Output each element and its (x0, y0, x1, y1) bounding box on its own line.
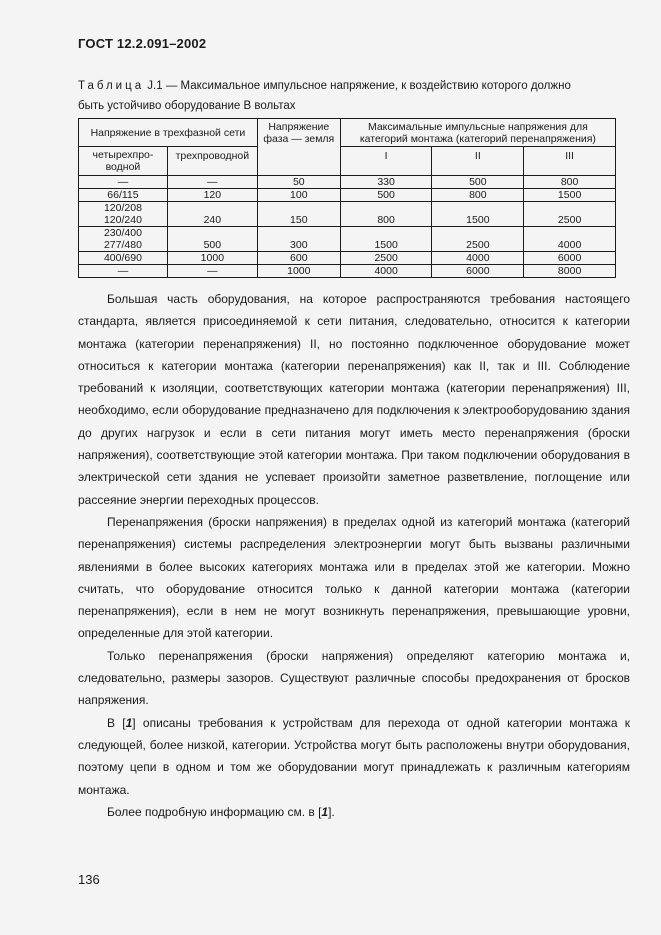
header-four-wire-line2: водной (105, 161, 141, 173)
cell-line: 230/400 (103, 227, 142, 239)
table-cell: 6000 (524, 252, 616, 265)
table-cell: 4000 (432, 252, 524, 265)
table-cell: 66/115 (79, 189, 168, 202)
table-cell: — (79, 265, 168, 278)
caption-label: Таблица (78, 80, 145, 92)
header-phase-earth-line2: фаза — земля (263, 133, 335, 145)
table-cell: 500 (340, 189, 432, 202)
header-category-2: II (432, 147, 524, 176)
table-cell: 50 (257, 176, 340, 189)
table-row (79, 202, 616, 227)
paragraph-2: Перенапряжения (броски напряжения) в пределах одной из категорий монтажа (категорий перенапряжения) системы распределения электроэнергии могут быть вызваны различными явлениями в более высоких категориях монтажа или в пределах этой же категории. Можно считать, что оборудование относится только к данной категории монтажа (категории перенапряжения), если в нем не могут возникнуть перенапряжения, превышающие уровни, определенные для этой категории. (78, 514, 630, 641)
table-cell: 500 (432, 176, 524, 189)
table-cell: 4000 (524, 227, 616, 252)
table-cell: 800 (340, 202, 432, 227)
paragraph-1: Большая часть оборудования, на которое распространяются требования настоящего стандарта, является присоединяемой к сети питания, следовательно, относится к категории монтажа (категории перенапряжения) II, но постоянно подключенное оборудование может относиться к категории монтажа (категории перенапряжения) как II, так и III. Соблюдение требований к изоляции, соответствующих категории монтажа (категории перенапряжения) III, необходимо, если оборудование предназначено для подключения к электрооборудованию здания до других нагрузок и если в сети питания могут иметь место перенапряжения (броски напряжения), соответствующие этой категории монтажа. При таком подключении оборудования в электрической сети здания не успевает произойти заметное разветвление, поглощение или рассеяние энергии переходных процессов. (78, 292, 630, 507)
header-max-line1: Максимальные импульсные напряжения для (367, 120, 588, 133)
table-cell: 4000 (340, 265, 432, 278)
cell-line: 120/208 (103, 202, 142, 214)
table-row (79, 227, 616, 252)
table-cell: 1500 (524, 189, 616, 202)
table-cell: 2500 (432, 227, 524, 252)
paragraph-3: Только перенапряжения (броски напряжения) определяют категорию монтажа и, следовательно, размеры зазоров. Существуют различные способы предохранения от бросков напряжения. (78, 648, 630, 708)
header-category-3: III (524, 147, 616, 176)
table-cell: 240 (167, 202, 257, 227)
paragraph-4-start: В [ (107, 715, 126, 730)
body-text (78, 288, 630, 823)
table-cell: — (167, 265, 257, 278)
table-cell: 120 (167, 189, 257, 202)
voltage-table (78, 118, 616, 278)
table-caption (78, 76, 638, 116)
header-category-1: I (340, 147, 432, 176)
caption-id: J.1 (147, 80, 163, 92)
paragraph-5-rest: ]. (328, 804, 335, 819)
table-cell: 2500 (340, 252, 432, 265)
table-cell: — (79, 176, 168, 189)
table-cell (79, 227, 168, 252)
table-cell: 300 (257, 227, 340, 252)
table-cell: 400/690 (79, 252, 168, 265)
table-row (79, 265, 616, 278)
table-cell: 1500 (432, 202, 524, 227)
table-cell (79, 202, 168, 227)
cell-line: 120/240 (103, 214, 142, 226)
table-cell: 150 (257, 202, 340, 227)
paragraph-4-rest: ] описаны требования к устройствам для перехода от одной категории монтажа к следующей, более низкой, категории. Устройства могут быть расположены внутри оборудования, поэтому цепи в одном и том же оборудовании могут принадлежать к различным категориям монтажа. (78, 715, 631, 797)
table-cell: 800 (432, 189, 524, 202)
header-three-phase: Напряжение в трехфазной сети (79, 119, 258, 147)
header-phase-earth-line1: Напряжение (268, 121, 330, 133)
header-max-voltage (340, 119, 615, 147)
header-phase-earth (257, 119, 340, 176)
table-cell: 8000 (524, 265, 616, 278)
caption-text-line2: быть устойчиво оборудование В вольтах (78, 100, 296, 112)
table-cell: 600 (257, 252, 340, 265)
reference-link[interactable]: 1 (125, 715, 133, 730)
paragraph-5-start: Более подробную информацию см. в [ (107, 804, 322, 819)
caption-text-line1: — Максимальное импульсное напряжение, к воздействию которого должно (165, 80, 571, 92)
table-cell: 1000 (257, 265, 340, 278)
table-row (79, 189, 616, 202)
table-row (79, 252, 616, 265)
table-cell: 1500 (340, 227, 432, 252)
table-cell: — (167, 176, 257, 189)
paragraph-4 (78, 712, 630, 801)
header-max-line2: категорий монтажа (категорий перенапряжения) (359, 132, 596, 145)
table-cell: 800 (524, 176, 616, 189)
table-cell: 500 (167, 227, 257, 252)
table-cell: 2500 (524, 202, 616, 227)
table-cell: 6000 (432, 265, 524, 278)
table-row (79, 176, 616, 189)
table-cell: 330 (340, 176, 432, 189)
table-cell: 1000 (167, 252, 257, 265)
cell-line: 277/480 (103, 239, 142, 251)
table-cell: 100 (257, 189, 340, 202)
header-three-wire: трехпроводной (167, 147, 257, 176)
header-four-wire (79, 147, 168, 176)
header-four-wire-line1: четырехпро- (92, 149, 154, 161)
page-number: 136 (78, 872, 100, 887)
document-header: ГОСТ 12.2.091–2002 (78, 36, 207, 51)
paragraph-5 (78, 801, 630, 823)
reference-link[interactable]: 1 (321, 804, 329, 819)
table-header-row (79, 119, 616, 147)
